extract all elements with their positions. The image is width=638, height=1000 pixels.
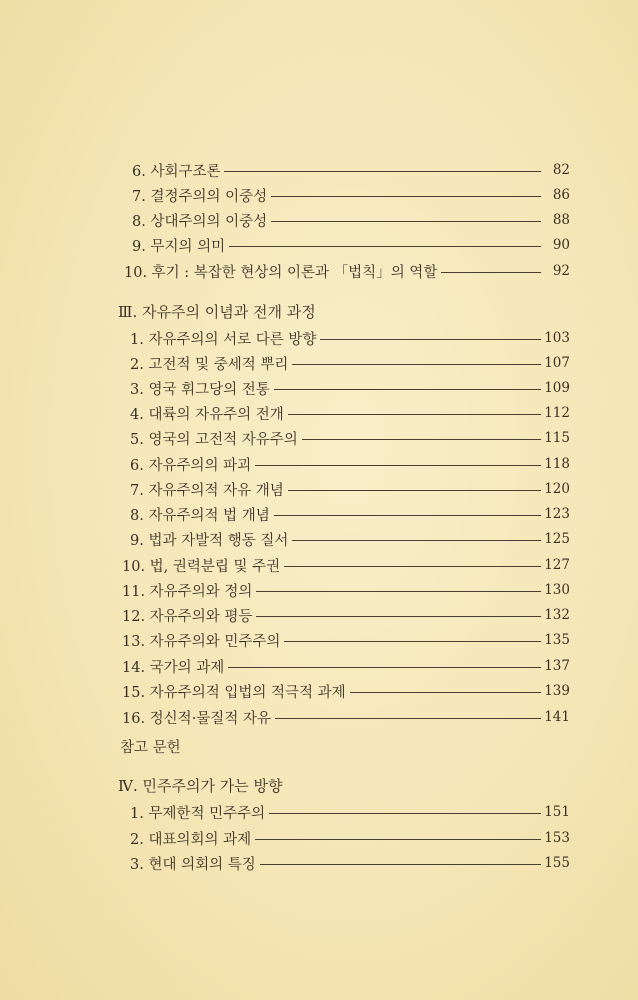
toc-entry-label: 12. 자유주의와 평등 bbox=[122, 608, 253, 625]
toc-entry bbox=[122, 553, 570, 577]
dot-leader bbox=[224, 171, 541, 172]
dot-leader bbox=[302, 439, 541, 440]
toc-entry-page: 92 bbox=[552, 263, 570, 279]
toc-entry-label: 6. 사회구조론 bbox=[132, 163, 221, 180]
toc-entry-label: 8. 상대주의의 이중성 bbox=[132, 213, 268, 230]
dot-leader bbox=[292, 364, 541, 365]
toc-entry-page: 141 bbox=[544, 709, 570, 725]
toc-entry-label: 2. 대표의회의 과제 bbox=[130, 831, 252, 848]
toc-entry bbox=[130, 527, 570, 551]
toc-entry-label: 14. 국가의 과제 bbox=[122, 659, 225, 676]
toc-entry bbox=[132, 208, 570, 232]
dot-leader bbox=[229, 246, 541, 247]
dot-leader bbox=[288, 414, 541, 415]
toc-entry bbox=[122, 628, 570, 652]
toc-entry-label: 11. 자유주의와 정의 bbox=[122, 583, 253, 600]
toc-entry-page: 103 bbox=[544, 330, 570, 346]
toc-entry bbox=[130, 351, 570, 375]
toc-entry bbox=[124, 259, 570, 283]
toc-entry-page: 123 bbox=[544, 506, 570, 522]
toc-entry-label: 7. 결정주의의 이중성 bbox=[132, 188, 268, 205]
part-three-heading: Ⅲ. 자유주의 이념과 전개 과정 bbox=[118, 302, 316, 321]
toc-entry-label: 10. 법, 권력분립 및 주권 bbox=[122, 558, 281, 575]
toc-entry-page: 127 bbox=[544, 557, 570, 573]
toc-entry bbox=[122, 603, 570, 627]
toc-entry bbox=[132, 183, 570, 207]
toc-entry bbox=[130, 452, 570, 476]
toc-entry-label: 2. 고전적 및 중세적 뿌리 bbox=[130, 356, 289, 373]
toc-entry-page: 125 bbox=[544, 531, 570, 547]
toc-entry bbox=[122, 705, 570, 729]
references-entry: 참고 문헌 bbox=[120, 739, 181, 756]
dot-leader bbox=[292, 540, 541, 541]
toc-entry-label: 13. 자유주의와 민주주의 bbox=[122, 633, 281, 650]
dot-leader bbox=[350, 692, 541, 693]
dot-leader bbox=[275, 718, 541, 719]
dot-leader bbox=[274, 389, 541, 390]
toc-entry-page: 90 bbox=[552, 237, 570, 253]
toc-entry-page: 118 bbox=[544, 456, 570, 472]
toc-entry-page: 107 bbox=[544, 355, 570, 371]
toc-entry bbox=[130, 502, 570, 526]
dot-leader bbox=[284, 566, 541, 567]
toc-entry-label: 4. 대륙의 자유주의 전개 bbox=[130, 406, 284, 423]
toc-entry-page: 132 bbox=[544, 607, 570, 623]
toc-entry-label: 3. 현대 의회의 특징 bbox=[130, 856, 256, 873]
toc-entry-page: 112 bbox=[544, 405, 570, 421]
toc-entry-label: 7. 자유주의적 자유 개념 bbox=[130, 482, 284, 499]
dot-leader bbox=[228, 667, 541, 668]
dot-leader bbox=[271, 196, 541, 197]
toc-entry bbox=[130, 326, 570, 350]
dot-leader bbox=[255, 465, 541, 466]
toc-entry bbox=[130, 376, 570, 400]
toc-entry-label: 16. 정신적·물질적 자유 bbox=[122, 710, 271, 727]
toc-entry-page: 86 bbox=[552, 187, 570, 203]
toc-entry bbox=[132, 158, 570, 182]
toc-entry-page: 130 bbox=[544, 582, 570, 598]
toc-entry-label: 6. 자유주의의 파괴 bbox=[130, 457, 252, 474]
toc-entry-page: 120 bbox=[544, 481, 570, 497]
toc-entry-page: 109 bbox=[544, 380, 570, 396]
dot-leader bbox=[256, 591, 541, 592]
dot-leader bbox=[256, 616, 541, 617]
toc-entry-page: 88 bbox=[552, 212, 570, 228]
toc-entry-page: 115 bbox=[544, 430, 570, 446]
dot-leader bbox=[288, 490, 541, 491]
toc-entry bbox=[122, 578, 570, 602]
toc-entry-label: 9. 법과 자발적 행동 질서 bbox=[130, 532, 289, 549]
toc-entry-label: 1. 무제한적 민주주의 bbox=[130, 805, 266, 822]
part-four-heading: Ⅳ. 민주주의가 가는 방향 bbox=[118, 776, 283, 795]
dot-leader bbox=[260, 864, 541, 865]
dot-leader bbox=[269, 813, 541, 814]
toc-entry bbox=[122, 654, 570, 678]
toc-entry bbox=[122, 679, 570, 703]
toc-entry bbox=[130, 800, 570, 824]
toc-entry bbox=[132, 233, 570, 257]
toc-entry bbox=[130, 826, 570, 850]
toc-entry-label: 15. 자유주의적 입법의 적극적 과제 bbox=[122, 684, 346, 701]
toc-entry bbox=[130, 851, 570, 875]
toc-entry-page: 135 bbox=[544, 632, 570, 648]
toc-entry bbox=[130, 401, 570, 425]
toc-entry-page: 153 bbox=[544, 830, 570, 846]
dot-leader bbox=[441, 272, 541, 273]
toc-entry-page: 151 bbox=[544, 804, 570, 820]
toc-entry-label: 8. 자유주의적 법 개념 bbox=[130, 507, 270, 524]
dot-leader bbox=[274, 515, 541, 516]
toc-entry bbox=[130, 426, 570, 450]
dot-leader bbox=[271, 221, 541, 222]
dot-leader bbox=[320, 339, 541, 340]
toc-entry-label: 3. 영국 휘그당의 전통 bbox=[130, 381, 270, 398]
toc-entry-label: 1. 자유주의의 서로 다른 방향 bbox=[130, 331, 317, 348]
toc-entry-page: 82 bbox=[552, 162, 570, 178]
toc-entry-label: 10. 후기 : 복잡한 현상의 이론과 「법칙」의 역할 bbox=[124, 264, 438, 281]
dot-leader bbox=[284, 641, 541, 642]
toc-entry-label: 9. 무지의 의미 bbox=[132, 238, 226, 255]
toc-entry-label: 5. 영국의 고전적 자유주의 bbox=[130, 431, 298, 448]
toc-entry bbox=[130, 477, 570, 501]
toc-entry-page: 139 bbox=[544, 683, 570, 699]
toc-entry-page: 137 bbox=[544, 658, 570, 674]
dot-leader bbox=[255, 839, 541, 840]
toc-entry-page: 155 bbox=[544, 855, 570, 871]
